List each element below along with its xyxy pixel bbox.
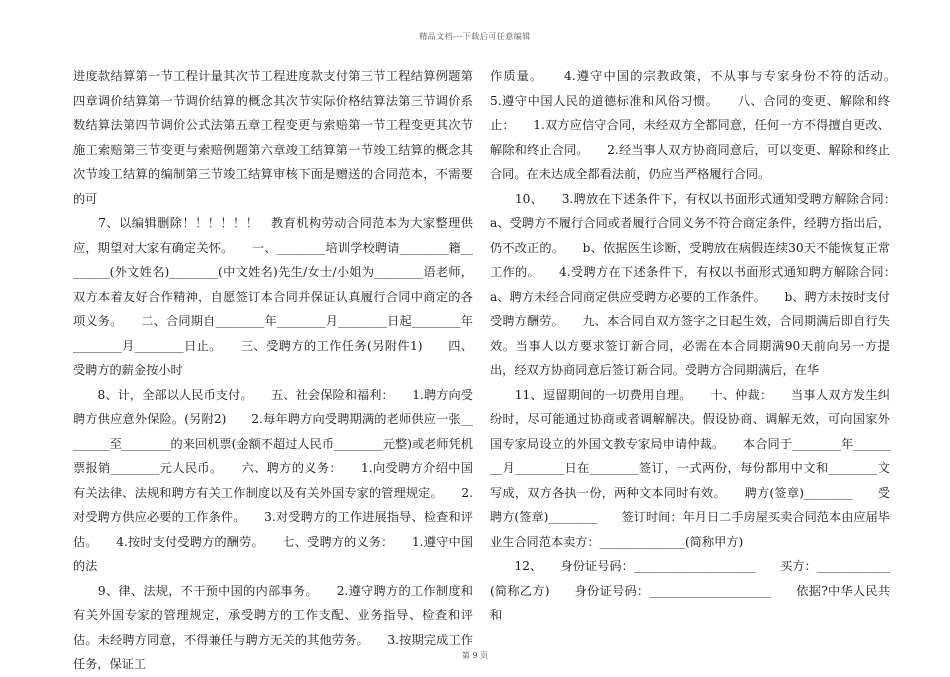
page-number: 第 9 页 bbox=[461, 651, 489, 660]
paragraph: 12、 身份证号码：____________________ 买方：____________(简称乙方) 身份证号码：____________________ 依据?中华人民共和 bbox=[490, 559, 890, 622]
paragraph: 11、逗留期间的一切费用自理。 十、仲裁： 当事人双方发生纠纷时，尽可能通过协商或者调解解决。假设协商、调解无效，可向国家外国专家局设立的外国文教专家局申请仲裁。 本合同于________年________月________日在________签订，一式两份，每份都用中文和________文写成，双方各执一份，两种文本同时有效。 聘方(签章)________ 受聘方(签章)________ 签订时间：年月日二手房屋买卖合同范本由应届毕业生合同范本卖方：______________(简称甲方) bbox=[490, 387, 890, 549]
left-column bbox=[73, 64, 473, 677]
paragraph: 进度款结算第一节工程计量其次节工程进度款支付第三节工程结算例题第四章调价结算第一节调价结算的概念其次节实际价格结算法第三节调价系数结算法第四节调价公式法第五章工程变更与索赔第一节工程变更其次节施工索赔第三节变更与索赔例题第六章竣工结算第一节竣工结算的概念其次节竣工结算的编制第三节竣工结算审核下面是赠送的合同范本，不需要的可 bbox=[73, 69, 473, 206]
paragraph: 7、以编辑删除！！！！！！ 教育机构劳动合同范本为大家整理供应，期望对大家有确定关怀。 一、________培训学校聘请________籍________(外文姓名)________(中文姓名)先生/女士/小姐为________语老师，双方本着友好合作精神，自愿签订本合同并保证认真履行合同中商定的各项义务。 二、合同期自________年________月________日起________年________月________日止。 三、受聘方的工作任务(另附件1) 四、受聘方的薪金按小时 bbox=[73, 216, 473, 377]
paragraph: 8、计，全部以人民币支付。 五、社会保险和福利： 1.聘方向受聘方供应意外保险。(另附2) 2.每年聘方向受聘期满的老师供应一张________至________的来回机票(金额不超过人民币________元整)或老师凭机票报销________元人民币。 六、聘方的义务： 1.向受聘方介绍中国有关法律、法规和聘方有关工作制度以及有关外国专家的管理规定。 2.对受聘方供应必要的工作条件。 3.对受聘方的工作进展指导、检查和评估。 4.按时支付受聘方的酬劳。 七、受聘方的义务： 1.遵守中国的法 bbox=[73, 387, 473, 573]
right-column bbox=[490, 64, 915, 628]
paragraph: 作质量。 4.遵守中国的宗教政策，不从事与专家身份不符的活动。 5.遵守中国人民的道德标准和风俗习惯。 八、合同的变更、解除和终止： 1.双方应信守合同，未经双方全都同意，任何一方不得擅自更改、解除和终止合同。 2.经当事人双方协商同意后，可以变更、解除和终止合同。在未达成全都看法前，仍应当严格履行合同。 bbox=[490, 69, 915, 181]
paragraph: 10、 3.聘放在下述条件下，有权以书面形式通知受聘方解除合同： a、受聘方不履行合同或者履行合同义务不符合商定条件，经聘方指出后，仍不改正的。 b、依据医生诊断，受聘放在病假连续30天不能恢复正常工作的。 4.受聘方在下述条件下，有权以书面形式通知聘方解除合同： a、聘方未经合同商定供应受聘方必要的工作条件。 b、聘方未按时支付受聘方酬劳。 九、本合同自双方签字之日起生效，合同期满后即自行失效。当事人以方要求签订新合同，必需在本合同期满90天前向另一方提出，经双方协商同意后签订新合同。受聘方合同期满后，在华 bbox=[490, 191, 915, 377]
paragraph: 9、律、法规，不干预中国的内部事务。 2.遵守聘方的工作制度和有关外国专家的管理规定，承受聘方的工作支配、业务指导、检查和评估。未经聘方同意，不得兼任与聘方无关的其他劳务。 3.按期完成工作任务，保证工 bbox=[73, 583, 473, 671]
page-header: 精品文档---下载后可任意编辑 bbox=[419, 32, 531, 41]
